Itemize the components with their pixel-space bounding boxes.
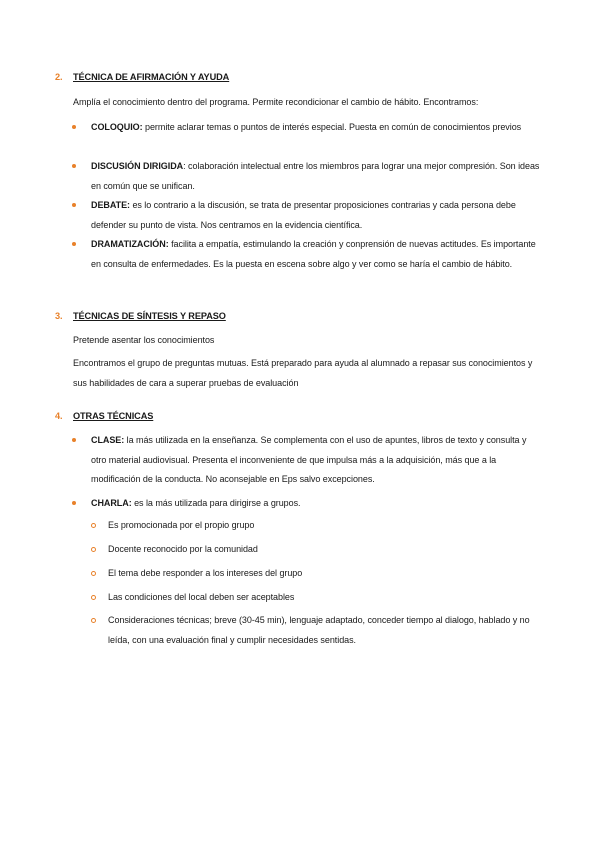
section-intro: Amplía el conocimiento dentro del programa. Permite recondicionar el cambio de hábito. Encontramos: [73, 97, 479, 107]
list-item [73, 157, 543, 196]
bullet-icon [72, 164, 76, 168]
item-term: CLASE [91, 435, 122, 445]
bullet-icon [72, 438, 76, 442]
section-paragraph: Encontramos el grupo de preguntas mutuas. Está preparado para ayuda al alumnado a repasar sus conocimientos y sus habilidades de cara a superar pruebas de evaluación [73, 358, 533, 388]
sub-item-text: Las condiciones del local deben ser aceptables [108, 592, 295, 602]
circle-bullet-icon [91, 547, 96, 552]
sub-list-item [91, 516, 531, 536]
sub-list-item [91, 564, 531, 584]
item-term: DEBATE [91, 200, 128, 210]
circle-bullet-icon [91, 523, 96, 528]
list-item [73, 494, 543, 514]
item-text: la más utilizada en la enseñanza. Se complementa con el uso de apuntes, libros de texto y consulta y otro material audiovisual. Presenta el inconveniente de que impulsa más a la adquisición, más que a la modificación de la conducta. No aconsejable en Eps salvo excepciones. [91, 435, 527, 484]
circle-bullet-icon [91, 595, 96, 600]
circle-bullet-icon [91, 571, 96, 576]
list-item [73, 196, 543, 235]
item-sep: : [139, 122, 143, 132]
item-sep: : [127, 200, 130, 210]
item-term: CHARLA [91, 498, 129, 508]
sub-list-item [91, 588, 531, 608]
item-sep: : [121, 435, 125, 445]
sub-item-text: El tema debe responder a los intereses del grupo [108, 568, 303, 578]
item-text: es la más utilizada para dirigirse a grupos. [131, 498, 301, 508]
section-heading-3 [55, 311, 226, 321]
item-term: DISCUSIÓN DIRIGIDA [91, 161, 184, 171]
section-heading-4 [55, 411, 153, 421]
sub-item-text: Es promocionada por el propio grupo [108, 520, 255, 530]
list-item [73, 235, 543, 274]
item-text: facilita a empatía, estimulando la creación y conprensión de nuevas actitudes. Es importante en consulta de enfermedades. Es la puesta en escena sobre algo y ver como se haría el cambio de hábito. [91, 239, 536, 269]
sub-list-item [91, 611, 531, 650]
item-text: es lo contrario a la discusión, se trata de presentar proposiciones contrarias y cada persona debe defender su punto de vista. Nos centramos en la evidencia científica. [91, 200, 516, 230]
item-sep: : [183, 161, 186, 171]
item-term: DRAMATIZACIÓN [91, 239, 166, 249]
bullet-icon [72, 242, 76, 246]
section-title: TÉCNICAS DE SÍNTESIS Y REPASO [73, 311, 226, 321]
circle-bullet-icon [91, 618, 96, 623]
sub-item-text: Docente reconocido por la comunidad [108, 544, 258, 554]
item-term: COLOQUIO [91, 122, 140, 132]
section-title: TÉCNICA DE AFIRMACIÓN Y AYUDA [73, 72, 230, 82]
item-text: permite aclarar temas o puntos de interés especial. Puesta en común de conocimientos previos [142, 122, 522, 132]
section-paragraph: Pretende asentar los conocimientos [73, 335, 215, 345]
sub-list-item [91, 540, 531, 560]
list-item [73, 118, 543, 138]
item-text: colaboración intelectual entre los miembros para lograr una mejor compresión. Son ideas en común que se unifican. [91, 161, 540, 191]
section-number: 2. [55, 72, 63, 82]
list-item [73, 431, 543, 490]
bullet-icon [72, 501, 76, 505]
section-heading-2 [55, 72, 229, 82]
sub-item-text: Consideraciones técnicas; breve (30-45 min), lenguaje adaptado, conceder tiempo al dialogo, hablado y no leída, con una evaluación final y cumplir necesidades sentidas. [108, 615, 530, 645]
bullet-icon [72, 125, 76, 129]
section-number: 4. [55, 411, 63, 421]
item-sep: : [128, 498, 132, 508]
item-sep: : [165, 239, 169, 249]
section-title: OTRAS TÉCNICAS [73, 411, 154, 421]
bullet-icon [72, 203, 76, 207]
section-number: 3. [55, 311, 63, 321]
